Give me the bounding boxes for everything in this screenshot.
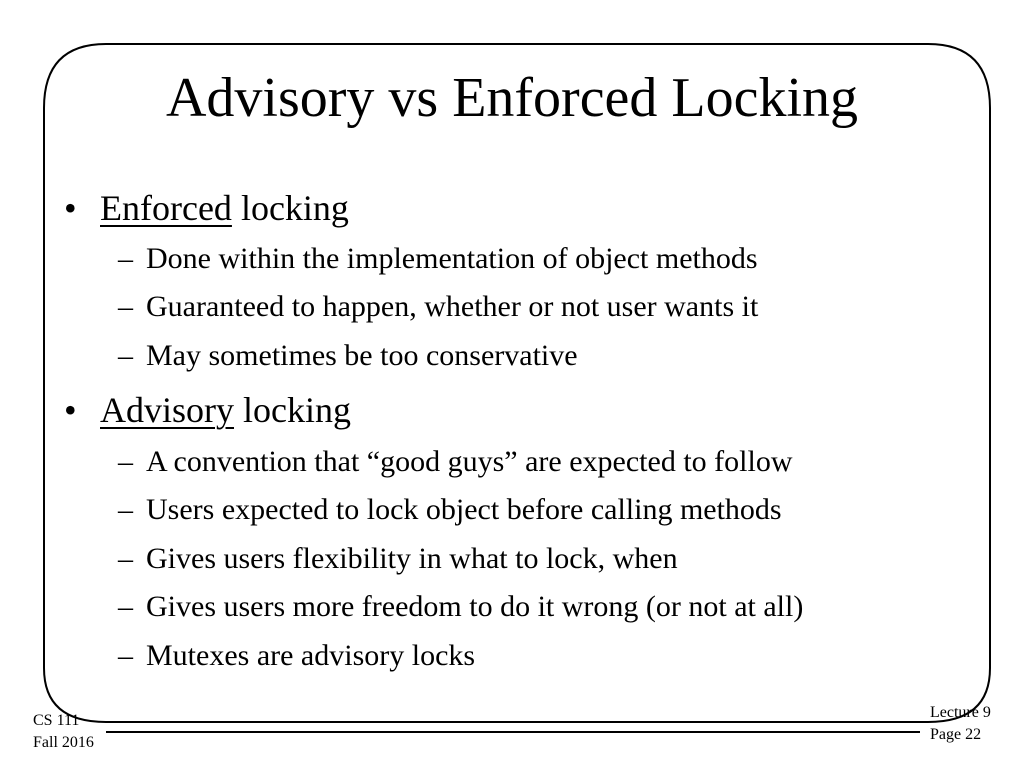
bullet-rest: locking [231,188,349,228]
sub-item-text: Mutexes are advisory locks [146,639,476,672]
sub-marker: – [118,339,133,372]
sub-item [118,540,678,578]
sub-marker: – [118,590,133,623]
sub-marker: – [118,493,133,526]
bullet-enforced [64,186,349,230]
sub-item [118,491,782,529]
sub-marker: – [118,542,133,575]
sub-marker: – [118,639,133,672]
sub-marker: – [118,445,133,478]
bullet-marker: • [64,188,77,228]
footer-page: Page 22 [930,726,982,743]
sub-marker: – [118,242,133,275]
sub-item [118,588,803,626]
sub-item [118,443,792,481]
bullet-keyword: Enforced [100,188,232,228]
sub-item-text: A convention that “good guys” are expected to follow [146,445,793,478]
sub-item-text: Guaranteed to happen, whether or not user wants it [146,290,759,323]
footer-page-info [930,702,991,746]
sub-item-text: Gives users flexibility in what to lock, when [146,542,678,575]
sub-item [118,288,758,326]
footer-course-info [33,710,94,754]
sub-item-text: Gives users more freedom to do it wrong (or not at all) [146,590,804,623]
footer-course: CS 111 [33,712,80,729]
sub-item-text: Done within the implementation of object methods [146,242,758,275]
bullet-marker: • [64,390,77,430]
sub-marker: – [118,290,133,323]
sub-item-text: May sometimes be too conservative [146,339,578,372]
bullet-advisory [64,388,351,432]
footer-lecture: Lecture 9 [930,704,991,721]
footer-term: Fall 2016 [33,734,94,751]
bullet-keyword: Advisory [100,390,234,430]
bullet-rest: locking [234,390,351,430]
sub-item [118,637,475,675]
sub-item-text: Users expected to lock object before calling methods [146,493,782,526]
slide-title: Advisory vs Enforced Locking [165,67,859,129]
sub-item [118,337,578,375]
sub-item [118,240,758,278]
